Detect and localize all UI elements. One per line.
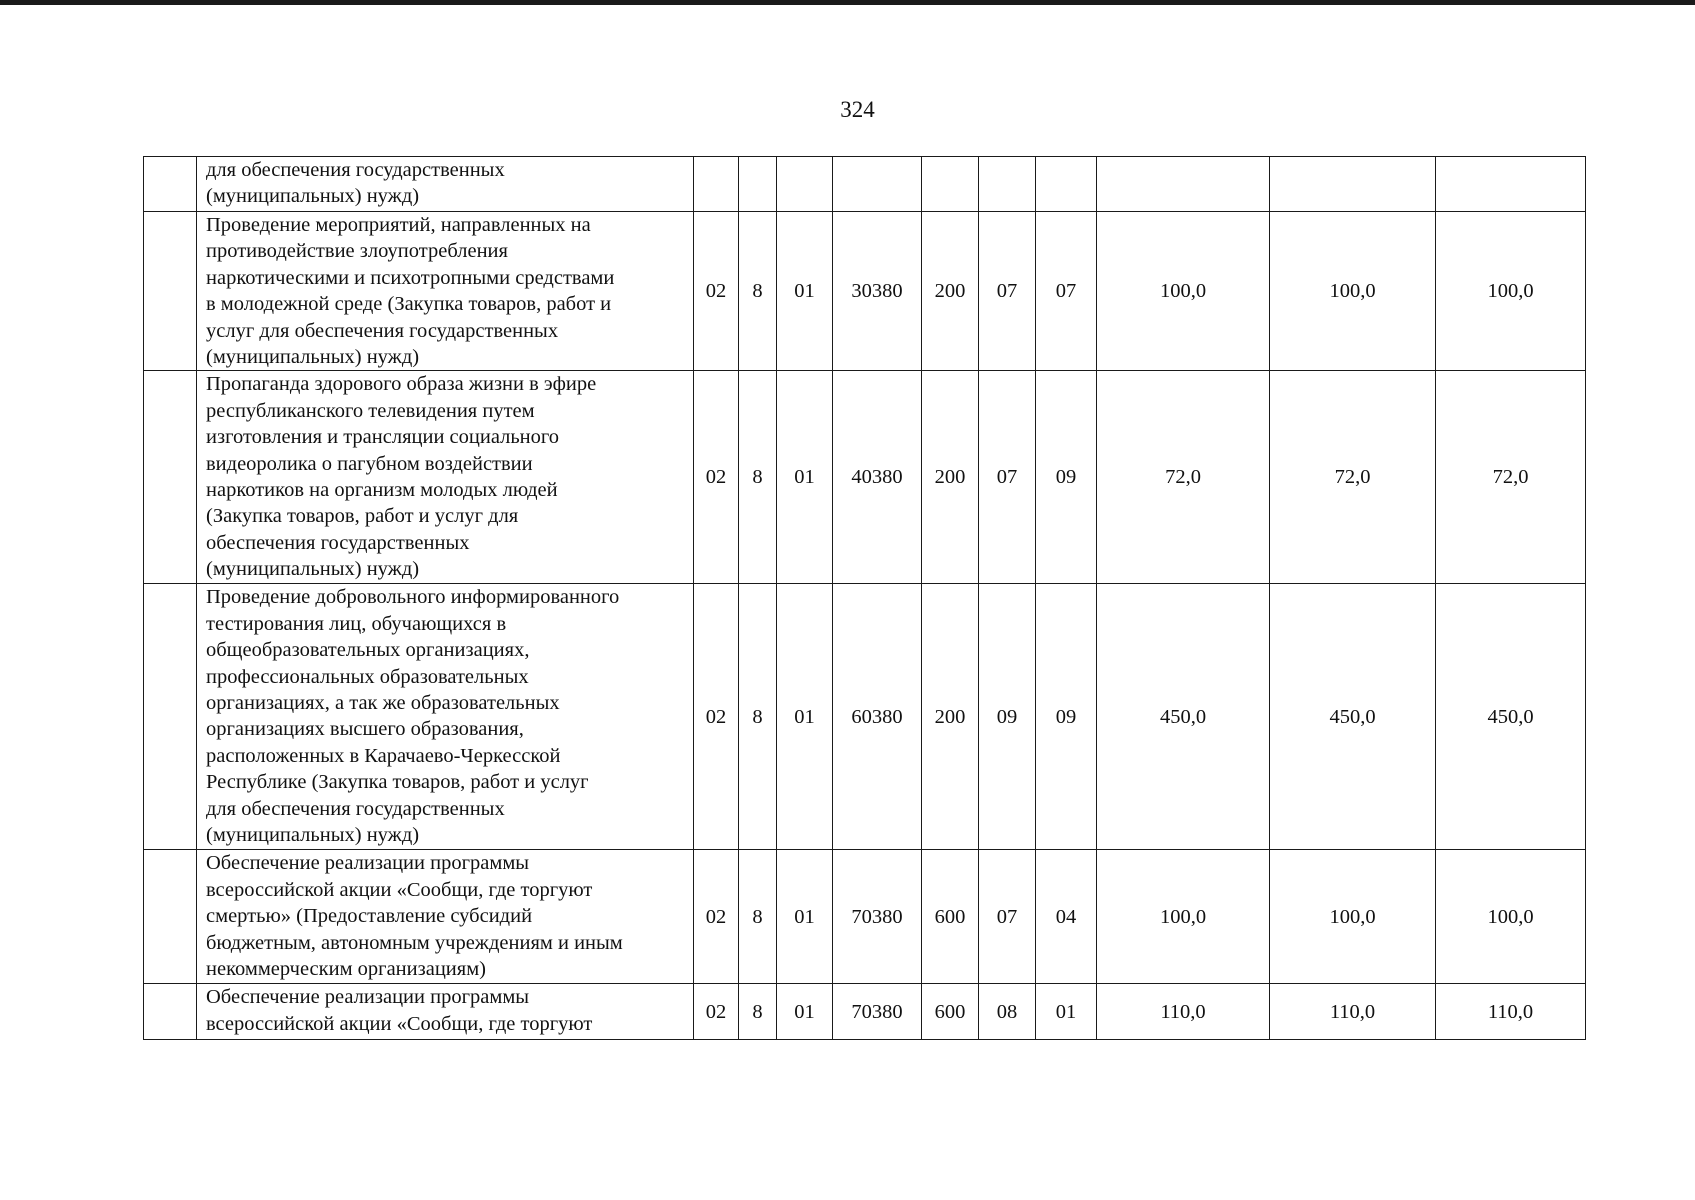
- amount-year2-cell: 72,0: [1270, 371, 1436, 584]
- code-direction-cell: 60380: [833, 584, 922, 850]
- table-row: [144, 212, 1586, 371]
- amount-year1-cell: [1097, 157, 1270, 212]
- row-index-cell: [144, 371, 197, 584]
- table-row: [144, 850, 1586, 984]
- amount-year3-cell: 100,0: [1436, 212, 1586, 371]
- amount-year2-cell: 110,0: [1270, 984, 1436, 1040]
- amount-year1-cell: 100,0: [1097, 212, 1270, 371]
- row-index-cell: [144, 850, 197, 984]
- code-expense-type-cell: 600: [922, 984, 979, 1040]
- amount-year3-cell: 110,0: [1436, 984, 1586, 1040]
- amount-year2-cell: 450,0: [1270, 584, 1436, 850]
- description-cell: для обеспечения государственных (муниципальных) нужд): [197, 157, 694, 212]
- table-row: [144, 984, 1586, 1040]
- amount-year3-cell: 72,0: [1436, 371, 1586, 584]
- code-event-cell: 01: [777, 371, 833, 584]
- code-event-cell: 01: [777, 212, 833, 371]
- amount-year2-cell: 100,0: [1270, 212, 1436, 371]
- amount-year1-cell: 110,0: [1097, 984, 1270, 1040]
- amount-year1-cell: 450,0: [1097, 584, 1270, 850]
- code-direction-cell: 70380: [833, 984, 922, 1040]
- code-program-cell: [694, 157, 739, 212]
- code-section-cell: [979, 157, 1036, 212]
- amount-year3-cell: [1436, 157, 1586, 212]
- amount-year2-cell: [1270, 157, 1436, 212]
- amount-year1-cell: 72,0: [1097, 371, 1270, 584]
- code-subsection-cell: [1036, 157, 1097, 212]
- code-subsection-cell: 01: [1036, 984, 1097, 1040]
- amount-year2-cell: 100,0: [1270, 850, 1436, 984]
- table-row: [144, 371, 1586, 584]
- code-subprogram-cell: 8: [739, 850, 777, 984]
- code-subsection-cell: 09: [1036, 371, 1097, 584]
- code-direction-cell: 30380: [833, 212, 922, 371]
- description-cell: Обеспечение реализации программы всероссийской акции «Сообщи, где торгуют смертью» (Предоставление субсидий бюджетным, автономным учреждениям и иным некоммерческим организациям): [197, 850, 694, 984]
- row-index-cell: [144, 157, 197, 212]
- code-program-cell: 02: [694, 984, 739, 1040]
- code-direction-cell: [833, 157, 922, 212]
- code-expense-type-cell: 200: [922, 371, 979, 584]
- amount-year1-cell: 100,0: [1097, 850, 1270, 984]
- table-row: [144, 157, 1586, 212]
- amount-year3-cell: 450,0: [1436, 584, 1586, 850]
- description-cell: Проведение добровольного информированного тестирования лиц, обучающихся в общеобразовательных организациях, профессиональных образовательных организациях, а так же образовательных организациях высшего образования, расположенных в Карачаево-Черкесской Республике (Закупка товаров, работ и услуг для обеспечения государственных (муниципальных) нужд): [197, 584, 694, 850]
- code-subprogram-cell: 8: [739, 212, 777, 371]
- row-index-cell: [144, 984, 197, 1040]
- code-subsection-cell: 04: [1036, 850, 1097, 984]
- code-direction-cell: 40380: [833, 371, 922, 584]
- code-subprogram-cell: [739, 157, 777, 212]
- code-subprogram-cell: 8: [739, 371, 777, 584]
- code-event-cell: 01: [777, 984, 833, 1040]
- code-direction-cell: 70380: [833, 850, 922, 984]
- page-number: 324: [840, 97, 875, 122]
- code-section-cell: 09: [979, 584, 1036, 850]
- description-cell: Пропаганда здорового образа жизни в эфире республиканского телевидения путем изготовления и трансляции социального видеоролика о пагубном воздействии наркотиков на организм молодых людей (Закупка товаров, работ и услуг для обеспечения государственных (муниципальных) нужд): [197, 371, 694, 584]
- code-subsection-cell: 07: [1036, 212, 1097, 371]
- code-program-cell: 02: [694, 371, 739, 584]
- top-border-rule: [0, 0, 1695, 5]
- amount-year3-cell: 100,0: [1436, 850, 1586, 984]
- code-expense-type-cell: 200: [922, 584, 979, 850]
- code-expense-type-cell: [922, 157, 979, 212]
- code-event-cell: 01: [777, 584, 833, 850]
- code-section-cell: 08: [979, 984, 1036, 1040]
- code-program-cell: 02: [694, 212, 739, 371]
- table-row: [144, 584, 1586, 850]
- code-event-cell: [777, 157, 833, 212]
- budget-table: [143, 156, 1586, 1040]
- code-expense-type-cell: 600: [922, 850, 979, 984]
- code-subprogram-cell: 8: [739, 584, 777, 850]
- code-event-cell: 01: [777, 850, 833, 984]
- code-expense-type-cell: 200: [922, 212, 979, 371]
- description-cell: Проведение мероприятий, направленных на противодействие злоупотребления наркотическими и психотропными средствами в молодежной среде (Закупка товаров, работ и услуг для обеспечения государственных (муниципальных) нужд): [197, 212, 694, 371]
- description-cell: Обеспечение реализации программы всероссийской акции «Сообщи, где торгуют: [197, 984, 694, 1040]
- row-index-cell: [144, 584, 197, 850]
- code-section-cell: 07: [979, 371, 1036, 584]
- code-section-cell: 07: [979, 850, 1036, 984]
- code-subprogram-cell: 8: [739, 984, 777, 1040]
- code-subsection-cell: 09: [1036, 584, 1097, 850]
- code-section-cell: 07: [979, 212, 1036, 371]
- code-program-cell: 02: [694, 850, 739, 984]
- row-index-cell: [144, 212, 197, 371]
- code-program-cell: 02: [694, 584, 739, 850]
